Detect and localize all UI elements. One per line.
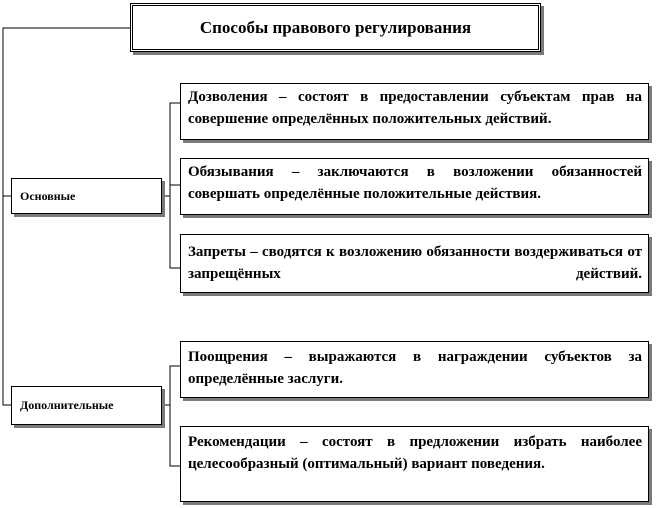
method-permissions: Дозволения – состоят в предоставлении субъектам прав на совершение определённых положительных действий. (180, 83, 649, 140)
method-recommendations: Рекомендации – состоят в предложении избрать наиболее целесообразный (оптимальный) вариант поведения. (180, 426, 649, 502)
method-obligations: Обязывания – заключаются в возложении обязанностей совершать определённые положительные действия. (180, 158, 649, 215)
category-additional: Дополнительные (11, 386, 162, 425)
method-incentives: Поощрения – выражаются в награждении субъектов за определённые заслуги. (180, 341, 649, 398)
category-basic: Основные (11, 178, 162, 214)
diagram-title: Способы правового регулирования (130, 3, 541, 52)
method-prohibitions: Запреты – сводятся к возложению обязанности воздерживаться от запрещённых действий. (180, 234, 649, 293)
